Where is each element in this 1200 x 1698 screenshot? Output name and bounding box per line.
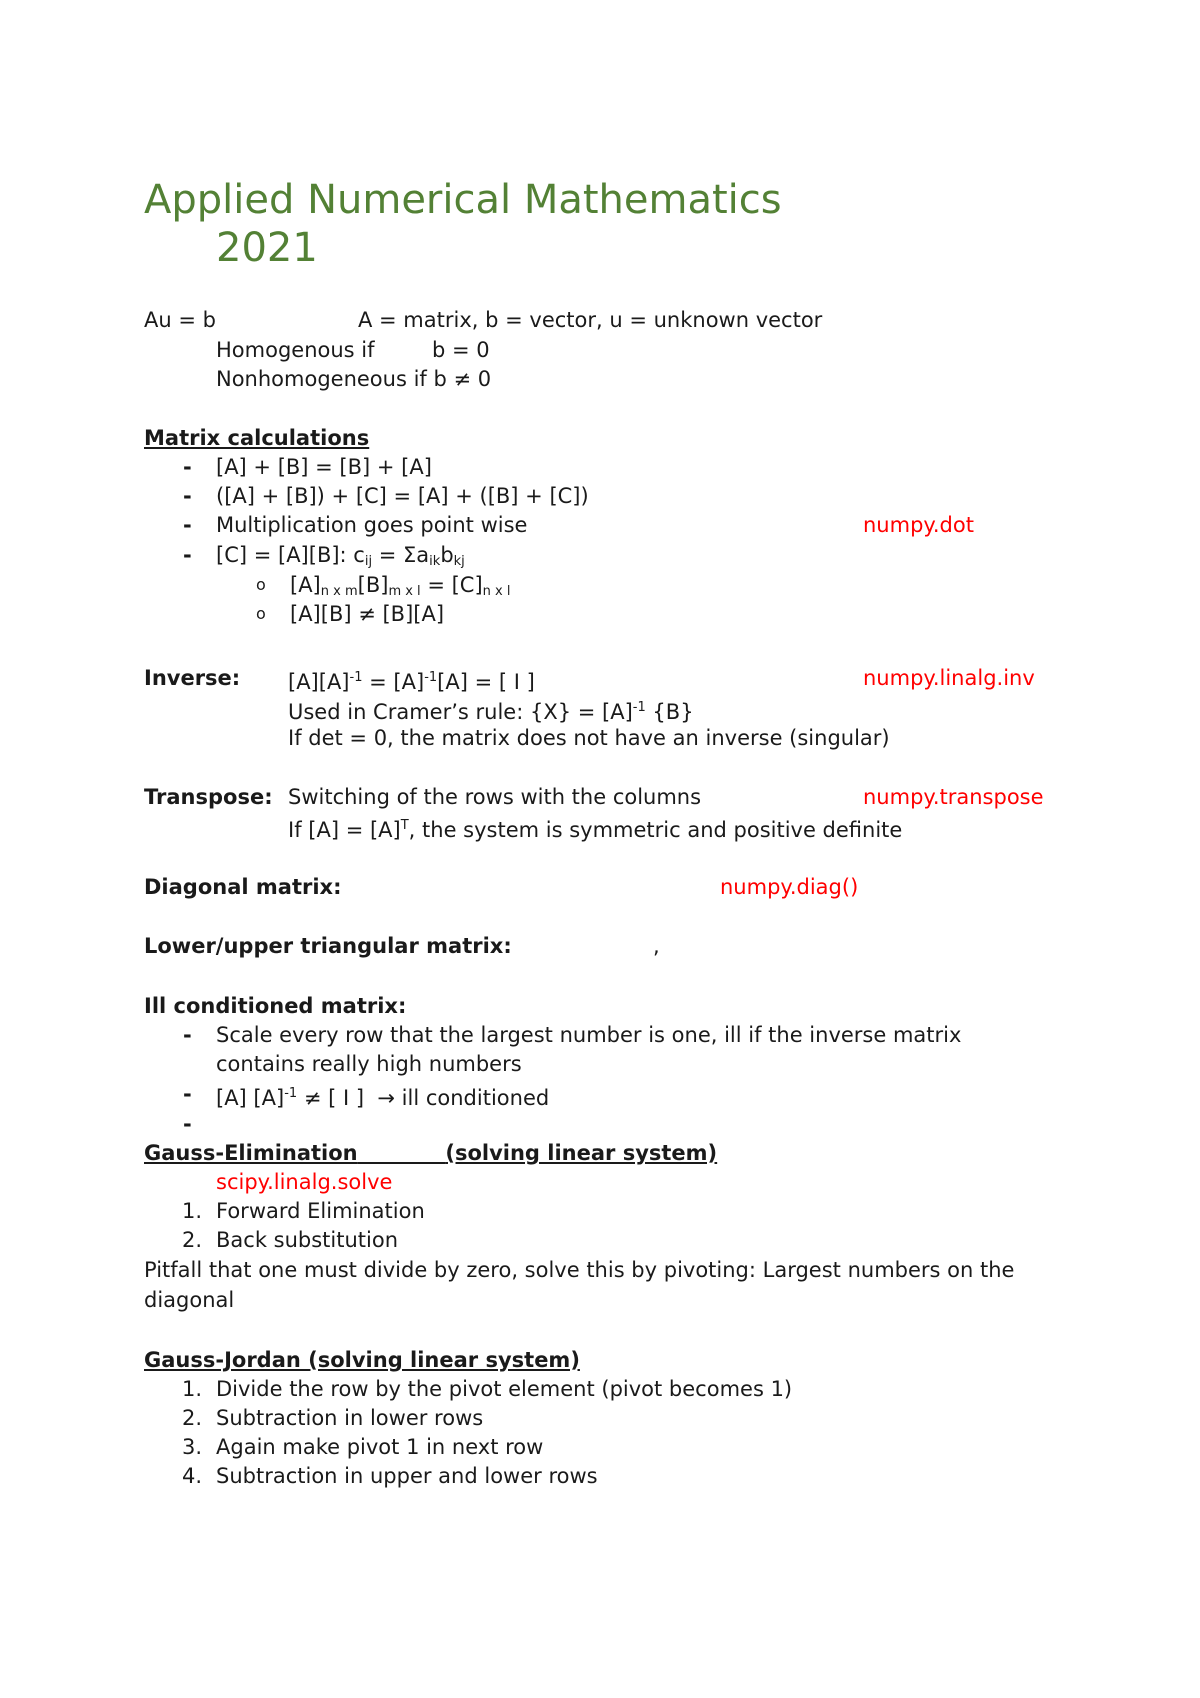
- code-numpy-transpose: numpy.transpose: [863, 785, 1044, 809]
- bullet-dash: -: [183, 543, 192, 567]
- step-number: 4.: [182, 1464, 203, 1488]
- symmetric-note: If $[A] = [A]^T$, the system is symmetric and positive definite: [288, 818, 903, 842]
- gauss-elim-step: Forward Elimination: [216, 1199, 425, 1223]
- gauss-jordan-step: Subtraction in upper and lower rows: [216, 1464, 598, 1488]
- document-title-year: 2021: [216, 225, 318, 271]
- gauss-jordan-step: Divide the row by the pivot element (pivot becomes 1): [216, 1377, 793, 1401]
- gauss-elim-step: Back substitution: [216, 1228, 399, 1252]
- transpose-definition: Switching of the rows with the columns: [288, 785, 702, 809]
- inverse-definition: $[A][A]^{-1} = [A]^{-1}[A]$ = [ I ]: [288, 670, 535, 694]
- matrix-calc-item: [A] + [B] = [B] + [A]: [216, 455, 432, 479]
- step-number: 1.: [182, 1199, 203, 1223]
- ill-conditioned-label: Ill conditioned matrix:: [144, 994, 407, 1018]
- homogenous-label: Homogenous if: [216, 338, 375, 362]
- document-title: Applied Numerical Mathematics: [144, 177, 782, 223]
- matrix-calculations-heading: Matrix calculations: [144, 426, 370, 450]
- gauss-jordan-step: Again make pivot 1 in next row: [216, 1435, 544, 1459]
- arrow-right-icon: →: [377, 1086, 395, 1110]
- matrix-product-formula: [C] = [A][B]: $c_{ij} = \Sigma a_{ik}b_{kj}$: [216, 543, 465, 569]
- matrix-calc-item: ([A] + [B]) + [C] = [A] + ([B] + [C]): [216, 484, 589, 508]
- code-numpy-dot: numpy.dot: [863, 513, 974, 537]
- bullet-dash: -: [183, 1082, 192, 1106]
- ill-conditioned-item-cont: contains really high numbers: [216, 1052, 522, 1076]
- cramers-rule: Used in Cramer’s rule: $\{X\} = [A]^{-1}$ {B}: [288, 700, 694, 724]
- gauss-elimination-heading: Gauss-Elimination (solving linear system): [144, 1141, 718, 1165]
- matrix-dimension-rule: $[A]_{n x m}[B]_{m x l} = [C]_{n x l}$: [290, 573, 511, 599]
- equation-au-b: Au = b: [144, 308, 216, 332]
- bullet-dash: -: [183, 513, 192, 537]
- singular-note: If det = 0, the matrix does not have an inverse (singular): [288, 726, 890, 750]
- ill-conditioned-item: Scale every row that the largest number is one, ill if the inverse matrix: [216, 1023, 962, 1047]
- homogenous-condition: b = 0: [432, 338, 490, 362]
- bullet-dash-empty: -: [183, 1112, 192, 1136]
- non-commutative-rule: [A][B] ≠ [B][A]: [290, 602, 445, 626]
- equation-description: A = matrix, b = vector, u = unknown vector: [358, 308, 823, 332]
- pitfall-note: Pitfall that one must divide by zero, solve this by pivoting: Largest numbers on the: [144, 1258, 1015, 1282]
- nonhomogeneous-line: Nonhomogeneous if b ≠ 0: [216, 367, 492, 391]
- bullet-dash: -: [183, 1023, 192, 1047]
- code-scipy-linalg-solve: scipy.linalg.solve: [216, 1170, 393, 1194]
- triangular-separator: ,: [653, 934, 660, 958]
- matrix-calc-item: Multiplication goes point wise: [216, 513, 528, 537]
- inverse-label: Inverse:: [144, 666, 241, 690]
- bullet-dash: -: [183, 455, 192, 479]
- ill-conditioned-test: [A] $[A]^{-1}$ ≠ [ I ] → ill conditioned: [216, 1086, 550, 1110]
- diagonal-matrix-label: Diagonal matrix:: [144, 875, 342, 899]
- bullet-dash: -: [183, 484, 192, 508]
- step-number: 3.: [182, 1435, 203, 1459]
- code-numpy-diag: numpy.diag(): [720, 875, 859, 899]
- pitfall-note-cont: diagonal: [144, 1288, 235, 1312]
- transpose-label: Transpose:: [144, 785, 273, 809]
- bullet-circle: o: [256, 604, 266, 623]
- gauss-jordan-heading: Gauss-Jordan (solving linear system): [144, 1348, 580, 1372]
- triangular-matrix-label: Lower/upper triangular matrix:: [144, 934, 512, 958]
- step-number: 1.: [182, 1377, 203, 1401]
- bullet-circle: o: [256, 575, 266, 594]
- code-numpy-linalg-inv: numpy.linalg.inv: [863, 666, 1035, 690]
- step-number: 2.: [182, 1406, 203, 1430]
- step-number: 2.: [182, 1228, 203, 1252]
- gauss-jordan-step: Subtraction in lower rows: [216, 1406, 484, 1430]
